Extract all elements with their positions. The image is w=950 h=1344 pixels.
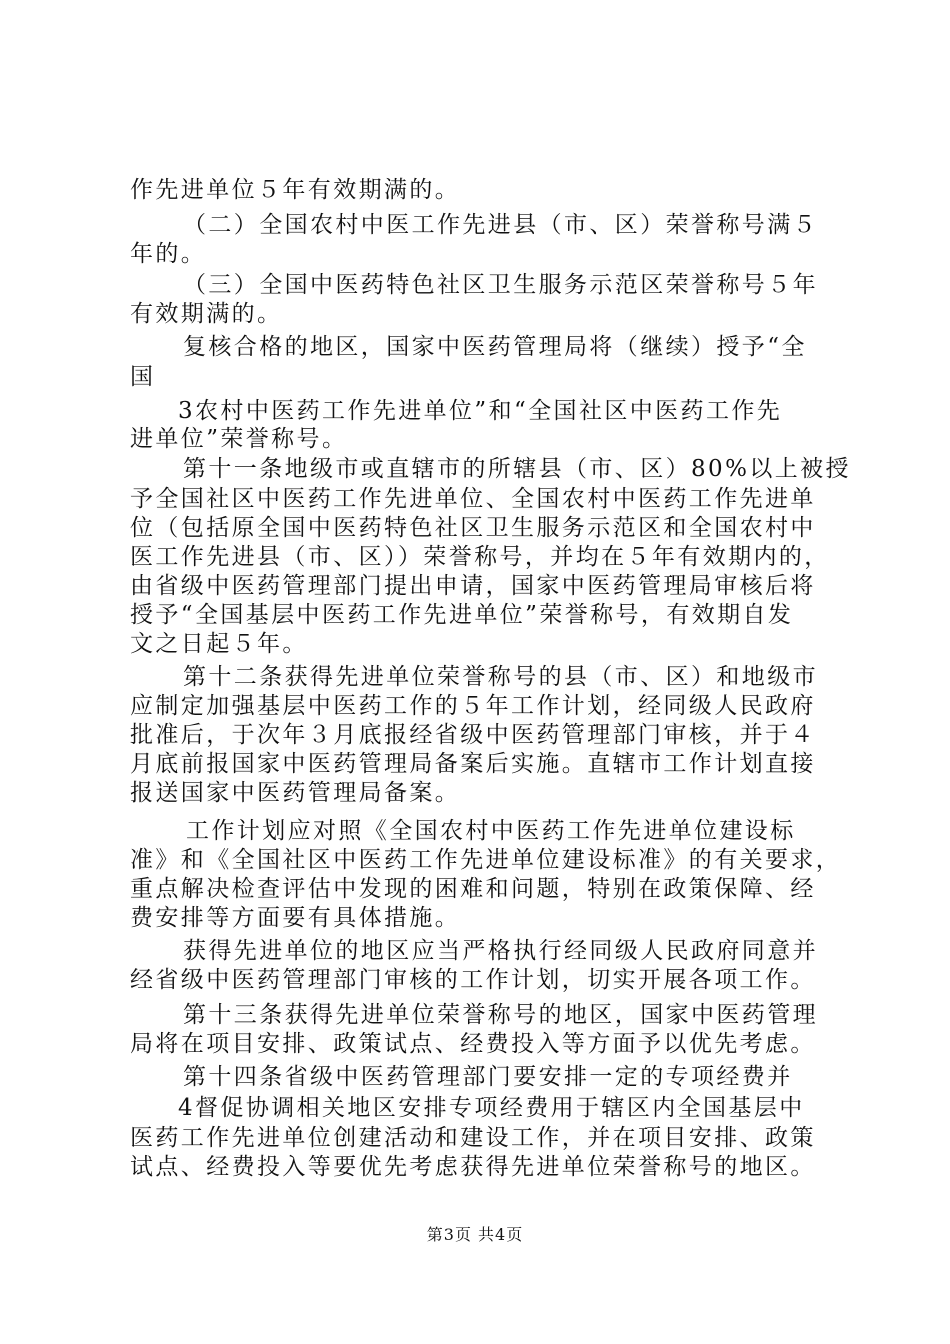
text-line: 月底前报国家中医药管理局备案后实施。直辖市工作计划直接 xyxy=(130,751,816,777)
text-line: 批准后，于次年３月底报经省级中医药管理部门审核，并于４ xyxy=(130,722,816,748)
text-line: 年的。 xyxy=(130,241,207,267)
text-line: 应制定加强基层中医药工作的５年工作计划，经同级人民政府 xyxy=(130,693,816,719)
text-line: 4督促协调相关地区安排专项经费用于辖区内全国基层中 xyxy=(178,1095,805,1121)
text-line: 作先进单位５年有效期满的。 xyxy=(130,177,461,203)
text-line: 3农村中医药工作先进单位”和“全国社区中医药工作先 xyxy=(178,398,783,424)
text-line: 重点解决检查评估中发现的困难和问题，特别在政策保障、经 xyxy=(130,876,816,902)
text-line: 医工作先进县（市、区））荣誉称号，并均在５年有效期内的， xyxy=(130,544,830,570)
text-line: 进单位”荣誉称号。 xyxy=(130,426,348,452)
text-line: 复核合格的地区，国家中医药管理局将（继续）授予“全 xyxy=(183,334,807,360)
text-line: 位（包括原全国中医药特色社区卫生服务示范区和全国农村中 xyxy=(130,515,816,541)
text-line: 费安排等方面要有具体措施。 xyxy=(130,905,461,931)
text-line: 授予“全国基层中医药工作先进单位”荣誉称号，有效期自发 xyxy=(130,602,794,628)
text-line: 工作计划应对照《全国农村中医药工作先进单位建设标 xyxy=(186,818,796,844)
text-line: 准》和《全国社区中医药工作先进单位建设标准》的有关要求， xyxy=(130,847,842,873)
text-line: 第十三条获得先进单位荣誉称号的地区，国家中医药管理 xyxy=(183,1002,818,1028)
text-line: 文之日起５年。 xyxy=(130,631,308,657)
text-line: 医药工作先进单位创建活动和建设工作，并在项目安排、政策 xyxy=(130,1125,816,1151)
text-line: 第十二条获得先进单位荣誉称号的县（市、区）和地级市 xyxy=(183,664,818,690)
text-line: （二）全国农村中医工作先进县（市、区）荣誉称号满５ xyxy=(183,212,818,238)
text-line: 有效期满的。 xyxy=(130,301,283,327)
text-line: 试点、经费投入等要优先考虑获得先进单位荣誉称号的地区。 xyxy=(130,1154,816,1180)
text-line: 国 xyxy=(130,364,156,390)
text-line: 报送国家中医药管理局备案。 xyxy=(130,780,461,806)
text-line: 局将在项目安排、政策试点、经费投入等方面予以优先考虑。 xyxy=(130,1031,816,1057)
text-line: 由省级中医药管理部门提出申请，国家中医药管理局审核后将 xyxy=(130,573,816,599)
text-line: 经省级中医药管理部门审核的工作计划，切实开展各项工作。 xyxy=(130,967,816,993)
text-line: （三）全国中医药特色社区卫生服务示范区荣誉称号５年 xyxy=(183,272,818,298)
text-line: 获得先进单位的地区应当严格执行经同级人民政府同意并 xyxy=(183,938,818,964)
text-line: 第十一条地级市或直辖市的所辖县（市、区）80%以上被授 xyxy=(183,456,851,482)
text-line: 第十四条省级中医药管理部门要安排一定的专项经费并 xyxy=(183,1064,793,1090)
text-line: 予全国社区中医药工作先进单位、全国农村中医药工作先进单 xyxy=(130,486,816,512)
page-footer: 第3页 共4页 xyxy=(426,1225,524,1244)
